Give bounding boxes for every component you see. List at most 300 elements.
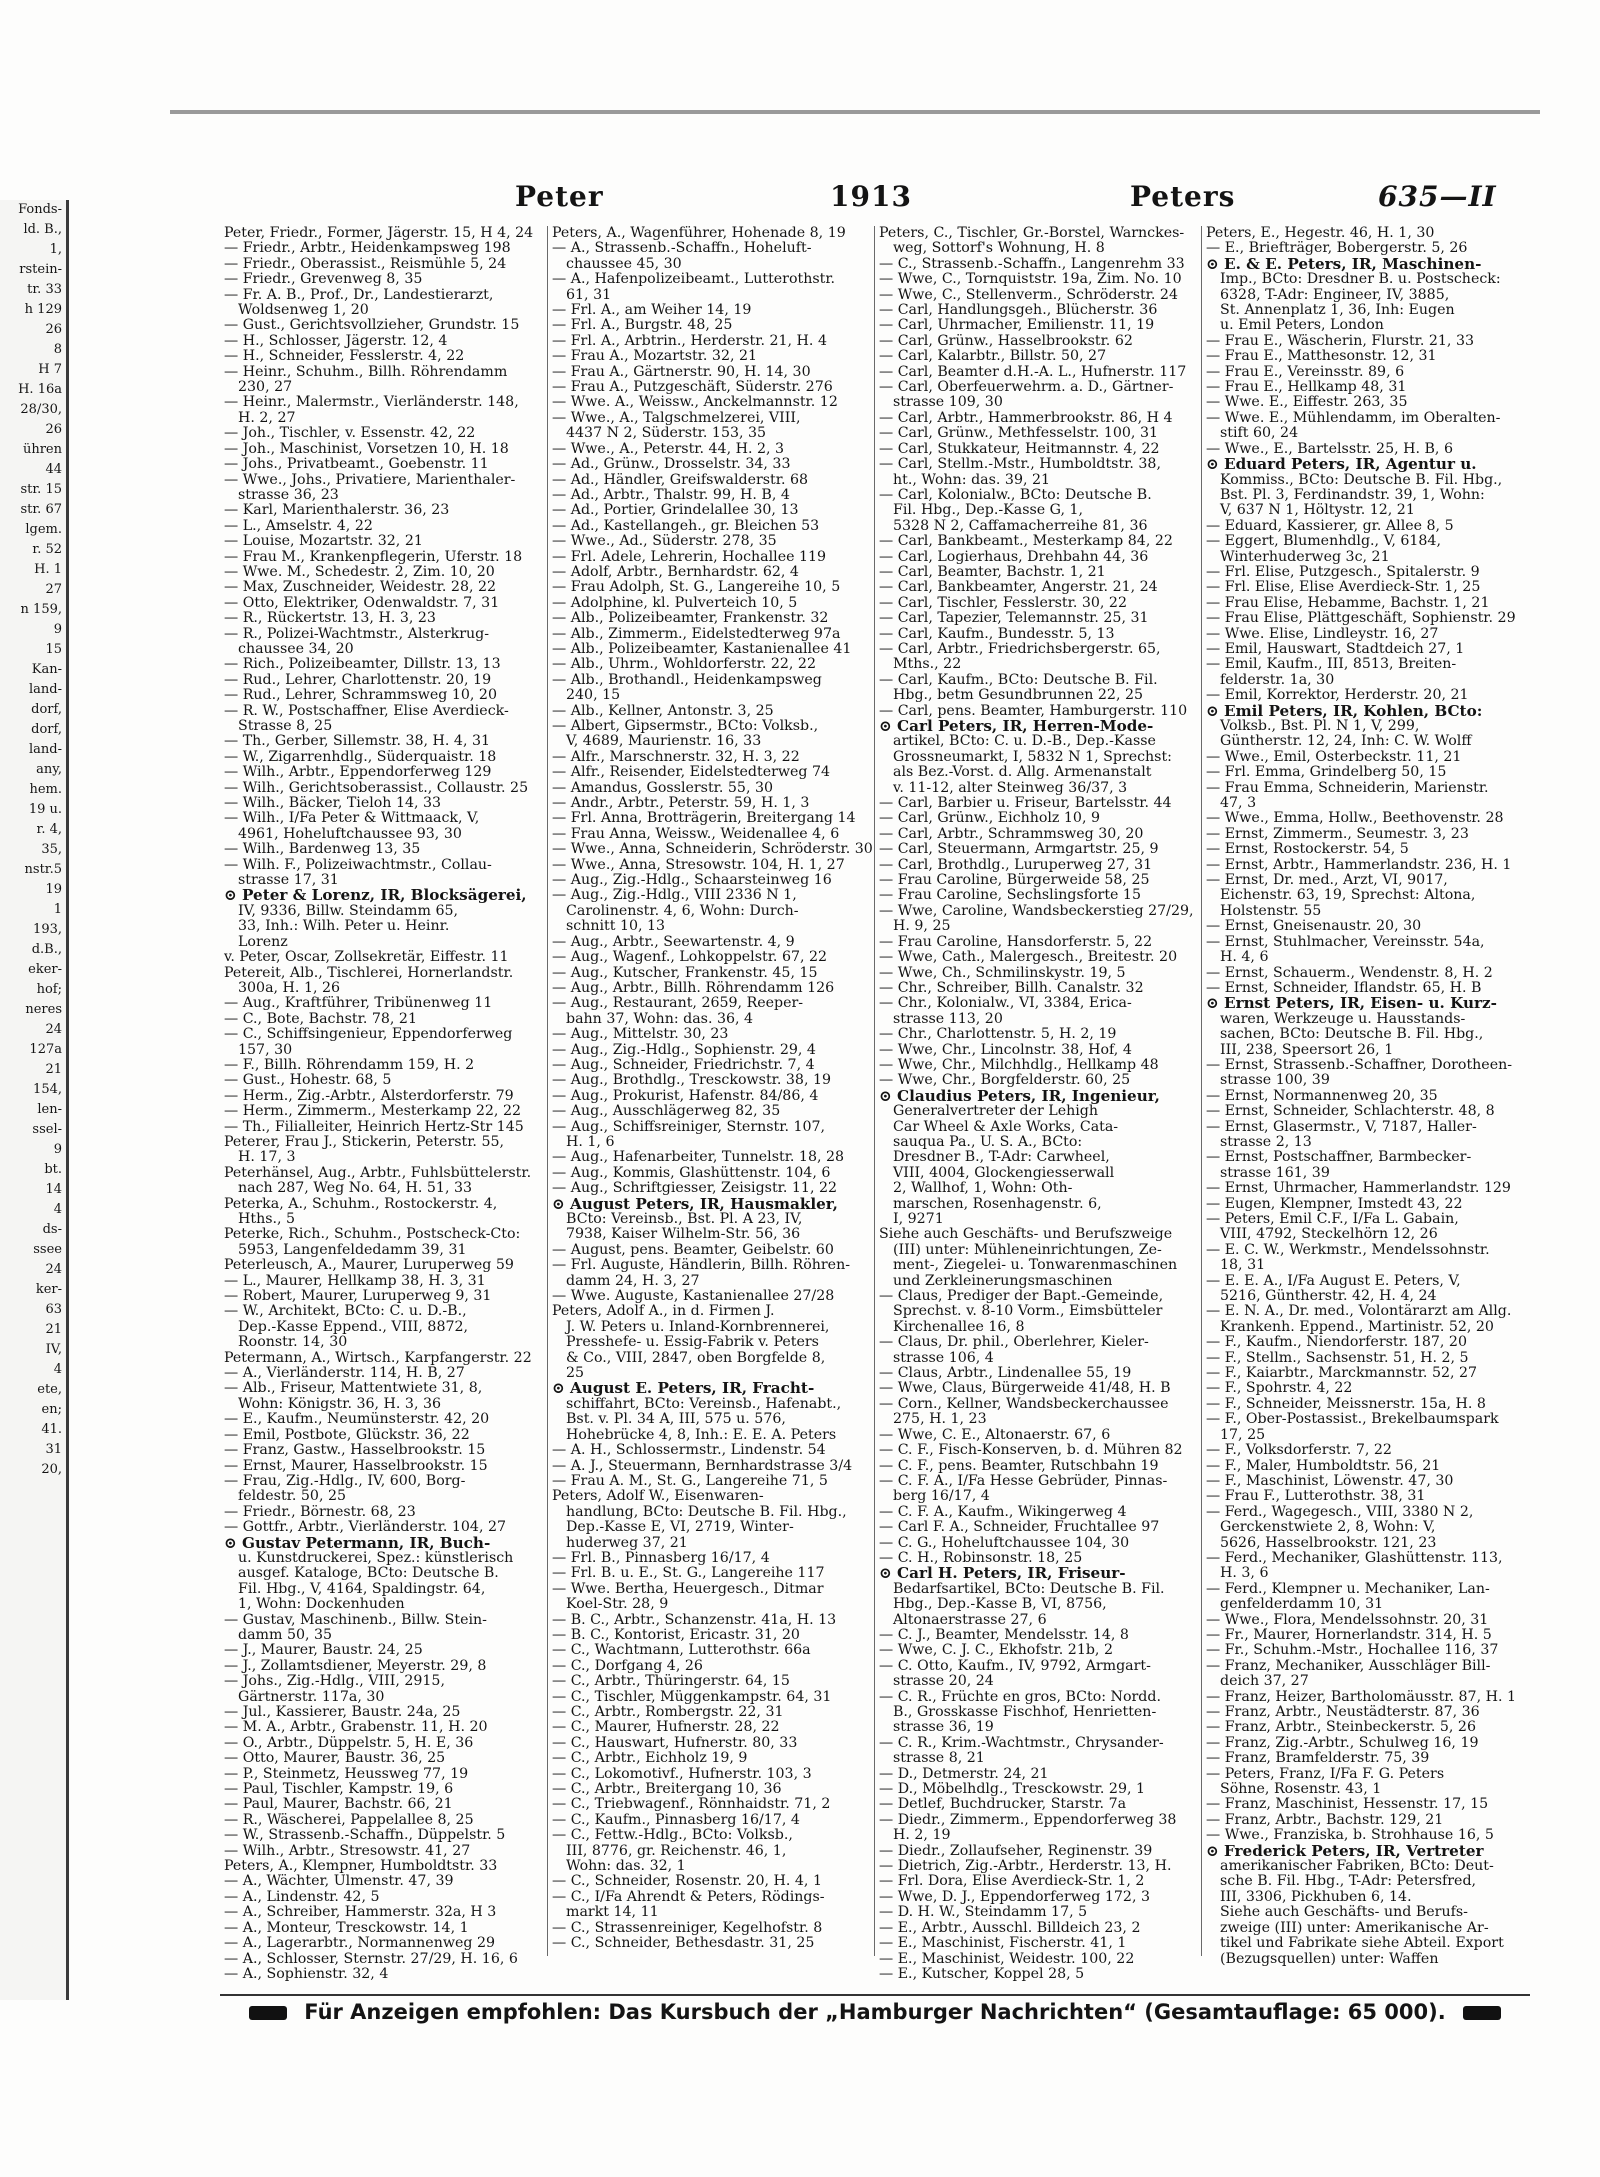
directory-entry: — F., Billh. Röhrendamm 159, H. 2 (224, 1056, 475, 1073)
directory-entry: — Ad., Händler, Greifswalderstr. 68 (552, 471, 809, 488)
adjacent-page-fragment: 127a (29, 1042, 62, 1057)
directory-entry: Eichenstr. 63, 19, Sprechst: Altona, (1220, 887, 1476, 904)
directory-entry: — Alb., Uhrm., Wohldorferstr. 22, 22 (552, 656, 816, 673)
directory-entry: — Ernst, Schneider, Schlachterstr. 48, 8 (1206, 1103, 1495, 1120)
adjacent-page-fragment: 26 (45, 422, 62, 437)
directory-entry: — Gust., Gerichtsvollzieher, Grundstr. 15 (224, 317, 520, 334)
directory-entry: — Otto, Maurer, Baustr. 36, 25 (224, 1750, 446, 1767)
directory-entry: — Gust., Hohestr. 68, 5 (224, 1072, 392, 1089)
directory-entry: Woldsenweg 1, 20 (238, 302, 369, 319)
adjacent-page-fragment: lgem. (25, 522, 62, 537)
directory-entry: — Ferd., Mechaniker, Glashüttenstr. 113, (1206, 1549, 1503, 1566)
directory-entry: Hohebrücke 4, 8, Inh.: E. E. A. Peters (566, 1426, 837, 1443)
directory-entry: — Ernst, Uhrmacher, Hammerlandstr. 129 (1206, 1180, 1511, 1197)
directory-entry: — Aug., Ausschlägerweg 82, 35 (552, 1103, 781, 1120)
directory-entry: — A. J., Steuermann, Bernhardstrasse 3/4 (552, 1457, 853, 1474)
directory-entry: — Fr., Maurer, Hornerlandstr. 314, H. 5 (1206, 1626, 1492, 1643)
adjacent-page-fragment: 1 (53, 902, 62, 917)
directory-entry: — F., Ober-Postassist., Brekelbaumspark (1206, 1411, 1499, 1428)
directory-entry: chaussee 45, 30 (566, 255, 682, 272)
directory-entry: — Carl, Tapezier, Telemannstr. 25, 31 (879, 610, 1149, 627)
directory-entry: — Frau M., Krankenpflegerin, Uferstr. 18 (224, 548, 523, 565)
directory-entry: H. 4, 6 (1220, 949, 1269, 966)
directory-entry: — Carl, Grünw., Hasselbrookstr. 62 (879, 332, 1133, 349)
adjacent-page-fragment: 27 (45, 582, 62, 597)
firm-entry: ⊙ Eduard Peters, IR, Agentur u. (1202, 457, 1510, 472)
directory-entry: — Frl. Dora, Elise Averdieck-Str. 1, 2 (879, 1873, 1145, 1890)
adjacent-page-fragment: 41. (41, 1422, 62, 1437)
adjacent-page-fragment: ssel- (32, 1122, 62, 1137)
directory-entry: — D. H. W., Steindamm 17, 5 (879, 1904, 1088, 1921)
directory-entry: — Frau A., Putzgeschäft, Süderstr. 276 (552, 379, 833, 396)
directory-entry: — Frau E., Hellkamp 48, 31 (1206, 379, 1407, 396)
directory-entry: — Alfr., Marschnerstr. 32, H. 3, 22 (552, 748, 800, 765)
directory-entry: Söhne, Rosenstr. 43, 1 (1220, 1781, 1382, 1798)
directory-entry: — Aug., Prokurist, Hafenstr. 84/86, 4 (552, 1087, 819, 1104)
directory-entry: — Frl. Auguste, Händlerin, Billh. Röhren- (552, 1257, 851, 1274)
directory-entry: 47, 3 (1220, 795, 1257, 812)
directory-entry: 300a, H. 1, 26 (238, 979, 341, 996)
adjacent-page-fragment: 9 (53, 1142, 62, 1157)
adjacent-page-fragment: 4 (53, 1202, 62, 1217)
directory-entry: — Carl, Stellm.-Mstr., Humboldtstr. 38, (879, 456, 1161, 473)
directory-entry: — Wilh., Gerichtsoberassist., Collaustr. 25 (224, 779, 529, 796)
directory-entry: — Frau Caroline, Hansdorferstr. 5, 22 (879, 933, 1153, 950)
directory-entry: — Wwe. Elise, Lindleystr. 16, 27 (1206, 625, 1439, 642)
directory-entry: Fil. Hbg., Dep.-Kasse G, 1, (893, 502, 1084, 519)
directory-entry: — Emil, Kaufm., III, 8513, Breiten- (1206, 656, 1457, 673)
directory-entry: — C., Schiffsingenieur, Eppendorferweg (224, 1026, 513, 1043)
directory-entry: — Wwe., Johs., Privatiere, Marienthaler- (224, 471, 516, 488)
directory-entry: — B. C., Kontorist, Ericastr. 31, 20 (552, 1626, 800, 1643)
directory-entry: — Aug., Hafenarbeiter, Tunnelstr. 18, 28 (552, 1149, 845, 1166)
directory-entry: — Ernst, Schneider, Iflandstr. 65, H. B (1206, 979, 1482, 996)
adjacent-page-fragment: 31 (45, 1442, 62, 1457)
directory-entry: — Eugen, Klempner, Imstedt 43, 22 (1206, 1195, 1463, 1212)
firm-entry: ⊙ August E. Peters, IR, Fracht- (548, 1381, 856, 1396)
running-head-name: Peter (515, 180, 604, 213)
adjacent-page-fragment: ker- (35, 1282, 62, 1297)
directory-entry: — Ernst, Gneisenaustr. 20, 30 (1206, 918, 1422, 935)
directory-entry: Peters, Adolf A., in d. Firmen J. (552, 1303, 775, 1320)
directory-entry: — Carl, Uhrmacher, Emilienstr. 11, 19 (879, 317, 1155, 334)
adjacent-page-fragment: Kan- (31, 662, 62, 677)
directory-entry: — Carl, Grünw., Methfesselstr. 100, 31 (879, 425, 1159, 442)
directory-entry: — Otto, Elektriker, Odenwaldstr. 7, 31 (224, 594, 500, 611)
directory-entry: — Eggert, Blumenhdlg., V, 6184, (1206, 533, 1441, 550)
directory-entry: — Claus, Dr. phil., Oberlehrer, Kieler- (879, 1334, 1149, 1351)
directory-entry: — C. F., pens. Beamter, Rutschbahn 19 (879, 1457, 1159, 1474)
directory-entry: — A. H., Schlossermstr., Lindenstr. 54 (552, 1442, 826, 1459)
directory-entry: — Dietrich, Zig.-Arbtr., Herderstr. 13, H. (879, 1858, 1172, 1875)
directory-entry: 4961, Hoheluftchaussee 93, 30 (238, 825, 462, 842)
adjacent-page-fragment: 8 (53, 342, 62, 357)
directory-entry: — Frau F., Lutterothstr. 38, 31 (1206, 1488, 1426, 1505)
adjacent-page-fragment: str. 67 (20, 502, 62, 517)
running-head-peters: Peters (1130, 180, 1236, 213)
directory-entry: strasse 36, 19 (893, 1719, 994, 1736)
directory-entry: — Gottfr., Arbtr., Vierländerstr. 104, 27 (224, 1519, 507, 1536)
directory-entry: — Alb., Polizeibeamter, Frankenstr. 32 (552, 610, 829, 627)
directory-entry: — Carl, pens. Beamter, Hamburgerstr. 110 (879, 702, 1188, 719)
directory-entry: Peters, A., Wagenführer, Hohenade 8, 19 (552, 225, 846, 241)
directory-entry: v. Peter, Oscar, Zollsekretär, Eiffestr. 11 (224, 949, 509, 966)
directory-entry: 5216, Güntherstr. 42, H. 4, 24 (1220, 1288, 1437, 1305)
directory-entry: — Aug., Brothdlg., Tresckowstr. 38, 19 (552, 1072, 832, 1089)
directory-entry: — Wilh., I/Fa Peter & Wittmaack, V, (224, 810, 480, 827)
directory-entry: — Ernst, Stuhlmacher, Vereinsstr. 54a, (1206, 933, 1485, 950)
directory-entry: feldestr. 50, 25 (238, 1488, 347, 1505)
directory-entry: — Peters, Emil C.F., I/Fa L. Gabain, (1206, 1211, 1459, 1227)
directory-entry: — Carl, Oberfeuerwehrm. a. D., Gärtner- (879, 379, 1174, 396)
adjacent-page-fragment: Fonds- (18, 202, 62, 217)
directory-entry: Winterhuderweg 3c, 21 (1220, 548, 1390, 565)
directory-entry: — C., Bote, Bachstr. 78, 21 (224, 1010, 417, 1027)
directory-entry: — Franz, Maschinist, Hessenstr. 17, 15 (1206, 1796, 1489, 1813)
directory-entry: — Ernst, Maurer, Hasselbrookstr. 15 (224, 1457, 488, 1474)
directory-entry: ment-, Ziegelei- u. Tonwarenmaschinen (893, 1257, 1178, 1274)
directory-entry: Holstenstr. 55 (1220, 902, 1322, 919)
directory-entry: H. 2, 27 (238, 409, 296, 426)
directory-entry: — Frl. Elise, Putzgesch., Spitalerstr. 9 (1206, 563, 1480, 580)
directory-entry: Carolinenstr. 4, 6, Wohn: Durch- (566, 902, 799, 919)
adjacent-page-fragment: 154, (33, 1082, 62, 1097)
directory-entry: — Frau E., Vereinsstr. 89, 6 (1206, 363, 1405, 380)
directory-entry: — Aug., Kommis, Glashüttenstr. 104, 6 (552, 1164, 831, 1181)
directory-entry: — Paul, Tischler, Kampstr. 19, 6 (224, 1781, 454, 1798)
directory-entry: — C., Maurer, Hufnerstr. 28, 22 (552, 1719, 780, 1736)
directory-entry: 157, 30 (238, 1041, 293, 1058)
directory-entry: — Wwe., A., Peterstr. 44, H. 2, 3 (552, 440, 785, 457)
directory-entry: — Wwe., A., Talgschmelzerei, VIII, (552, 409, 801, 426)
directory-entry: 230, 27 (238, 379, 293, 396)
directory-entry: — Joh., Maschinist, Vorsetzen 10, H. 18 (224, 440, 509, 457)
directory-entry: — Th., Filialleiter, Heinrich Hertz-Str 145 (224, 1118, 524, 1135)
directory-entry: — Frau A. M., St. G., Langereihe 71, 5 (552, 1472, 828, 1489)
directory-entry: — E., Kutscher, Koppel 28, 5 (879, 1965, 1085, 1982)
directory-entry: (Bezugsquellen) unter: Waffen (1220, 1950, 1439, 1967)
directory-entry: — E., Maschinist, Fischerstr. 41, 1 (879, 1935, 1127, 1952)
directory-column-2 (547, 225, 873, 1956)
directory-entry: Hbg., Dep.-Kasse B, VI, 8756, (893, 1596, 1107, 1613)
directory-entry: — C., Arbtr., Breitergang 10, 36 (552, 1781, 782, 1798)
directory-entry: — Herm., Zimmerm., Mesterkamp 22, 22 (224, 1103, 522, 1120)
adjacent-page-fragment: str. 15 (20, 482, 62, 497)
directory-entry: — C. J., Beamter, Mendelsstr. 14, 8 (879, 1626, 1129, 1643)
directory-entry: 1, Wohn: Dockenhuden (238, 1596, 405, 1613)
directory-entry: — Frau Elise, Hebamme, Bachstr. 1, 21 (1206, 594, 1490, 611)
directory-entry: 7938, Kaiser Wilhelm-Str. 56, 36 (566, 1226, 801, 1243)
directory-entry: handlung, BCto: Deutsche B. Fil. Hbg., (566, 1503, 847, 1520)
directory-entry: — Aug., Schneider, Friedrichstr. 7, 4 (552, 1056, 815, 1073)
firm-entry: ⊙ Carl Peters, IR, Herren-Mode- (875, 719, 1183, 734)
directory-entry: Koel-Str. 28, 9 (566, 1596, 669, 1613)
directory-entry: H. 17, 3 (238, 1149, 296, 1166)
adjacent-page-fragment: hof; (36, 982, 62, 997)
adjacent-page-fragment: 44 (45, 462, 62, 477)
directory-entry: — Wwe, C. E., Altonaerstr. 67, 6 (879, 1426, 1111, 1443)
directory-entry: huderweg 37, 21 (566, 1534, 688, 1551)
directory-entry: — A., Hafenpolizeibeamt., Lutterothstr. (552, 271, 836, 288)
directory-entry: — L., Amselstr. 4, 22 (224, 517, 373, 534)
directory-entry: Dep.-Kasse E, VI, 2719, Winter- (566, 1519, 794, 1536)
directory-entry: — A., Schreiber, Hammerstr. 32a, H 3 (224, 1904, 497, 1921)
directory-entry: — Franz, Heizer, Bartholomäusstr. 87, H. 1 (1206, 1688, 1517, 1705)
directory-entry: — C., Schneider, Rosenstr. 20, H. 4, 1 (552, 1873, 822, 1890)
directory-entry: — Carl, Beamter, Bachstr. 1, 21 (879, 563, 1106, 580)
directory-entry: — C. F. A., Kaufm., Wikingerweg 4 (879, 1503, 1127, 1520)
directory-entry: Petereit, Alb., Tischlerei, Hornerlandstr. (224, 964, 514, 981)
directory-entry: — Herm., Zig.-Arbtr., Alsterdorferstr. 79 (224, 1087, 514, 1104)
adjacent-page-fragment: dorf, (31, 722, 62, 737)
directory-entry: — Andr., Arbtr., Peterstr. 59, H. 1, 3 (552, 795, 810, 812)
directory-entry: artikel, BCto: C. u. D.-B., Dep.-Kasse (893, 733, 1156, 750)
running-head (170, 180, 1540, 220)
directory-entry: — Johs., Zig.-Hdlg., VIII, 2915, (224, 1673, 445, 1690)
directory-entry: Peterke, Rich., Schuhm., Postscheck-Cto: (224, 1226, 521, 1243)
directory-entry: — C., Wachtmann, Lutterothstr. 66a (552, 1642, 811, 1659)
directory-entry: — Wwe, Claus, Bürgerweide 41/48, H. B (879, 1380, 1171, 1397)
directory-entry: Peters, A., Klempner, Humboldtstr. 33 (224, 1858, 498, 1875)
directory-entry: Peterer, Frau J., Stickerin, Peterstr. 55, (224, 1133, 505, 1150)
adjacent-page-fragment: n 159, (20, 602, 62, 617)
directory-entry: — H., Schneider, Fesslerstr. 4, 22 (224, 348, 465, 365)
directory-entry: H. 2, 19 (893, 1827, 951, 1844)
directory-entry: — Alb., Polizeibeamter, Kastanienallee 41 (552, 640, 852, 657)
directory-entry: — Wwe, Chr., Lincolnstr. 38, Hof, 4 (879, 1041, 1132, 1058)
directory-entry: III, 238, Speersort 26, 1 (1220, 1041, 1394, 1058)
directory-entry: — Frl. Emma, Grindelberg 50, 15 (1206, 764, 1447, 781)
directory-entry: — Carl, Barbier u. Friseur, Bartelsstr. 44 (879, 795, 1172, 812)
adjacent-page-fragment: 9 (53, 622, 62, 637)
firm-entry: ⊙ August Peters, IR, Hausmakler, (548, 1197, 856, 1212)
adjacent-page-fragment: rstein- (19, 262, 62, 277)
directory-entry: — F., Schneider, Meissnerstr. 15a, H. 8 (1206, 1395, 1486, 1412)
directory-entry: — Wwe, C. J. C., Ekhofstr. 21b, 2 (879, 1642, 1113, 1659)
pointing-hand-icon (1463, 2006, 1501, 2020)
directory-entry: — Max, Zuschneider, Weidestr. 28, 22 (224, 579, 497, 596)
directory-entry: Siehe auch Geschäfts- und Berufs- (1220, 1904, 1468, 1921)
directory-entry: 5626, Hasselbrookstr. 121, 23 (1220, 1534, 1437, 1551)
directory-entry: — Johs., Privatbeamt., Goebenstr. 11 (224, 456, 489, 473)
adjacent-page-fragment: 15 (45, 642, 62, 657)
firm-entry: ⊙ Peter & Lorenz, IR, Blocksägerei, (220, 888, 528, 903)
adjacent-page-fragment: 21 (45, 1062, 62, 1077)
directory-entry: — Franz, Arbtr., Bachstr. 129, 21 (1206, 1811, 1444, 1828)
firm-entry: ⊙ E. & E. Peters, IR, Maschinen- (1202, 257, 1510, 272)
directory-entry: — Carl, Logierhaus, Drehbahn 44, 36 (879, 548, 1149, 565)
directory-entry: — Ernst, Glasermstr., V, 7187, Haller- (1206, 1118, 1477, 1135)
directory-entry: — Chr., Charlottenstr. 5, H. 2, 19 (879, 1026, 1117, 1043)
directory-entry: — Franz, Bramfelderstr. 75, 39 (1206, 1750, 1430, 1767)
directory-entry: — Eduard, Kassierer, gr. Allee 8, 5 (1206, 517, 1454, 534)
directory-entry: — C., Dorfgang 4, 26 (552, 1657, 703, 1674)
directory-entry: v. 11-12, alter Steinweg 36/37, 3 (893, 779, 1128, 796)
directory-entry: — W., Strassenb.-Schaffn., Düppelstr. 5 (224, 1827, 506, 1844)
directory-entry: Peterleusch, A., Maurer, Luruperweg 59 (224, 1257, 514, 1274)
directory-entry: — Ernst, Schauerm., Wendenstr. 8, H. 2 (1206, 964, 1493, 981)
directory-entry: — H., Schlosser, Jägerstr. 12, 4 (224, 332, 448, 349)
directory-entry: Peters, E., Hegestr. 46, H. 1, 30 (1206, 225, 1435, 241)
directory-entry: — A., Strassenb.-Schaffn., Hoheluft- (552, 240, 812, 257)
adjacent-page-fragment: 20, (41, 1462, 62, 1477)
directory-entry: marschen, Rosenhagenstr. 6, (893, 1195, 1102, 1212)
directory-entry: — Wwe, Chr., Milchhdlg., Hellkamp 48 (879, 1056, 1159, 1073)
directory-entry: — O., Arbtr., Düppelstr. 5, H. E, 36 (224, 1734, 474, 1751)
directory-entry: H. 9, 25 (893, 918, 951, 935)
directory-entry: — Claus, Arbtr., Lindenallee 55, 19 (879, 1365, 1132, 1382)
directory-entry: — Frau Caroline, Bürgerweide 58, 25 (879, 872, 1150, 889)
directory-entry: Sprechst. v. 8-10 Vorm., Eimsbütteler (893, 1303, 1163, 1320)
directory-entry: schiffahrt, BCto: Vereinsb., Hafenabt., (566, 1395, 842, 1412)
directory-entry: — C., Lokomotivf., Hufnerstr. 103, 3 (552, 1765, 812, 1782)
directory-entry: — Frl. A., Burgstr. 48, 25 (552, 317, 733, 334)
directory-entry: Siehe auch Geschäfts- und Berufszweige (879, 1226, 1173, 1243)
directory-entry: — C., Arbtr., Thüringerstr. 64, 15 (552, 1673, 790, 1690)
directory-entry: Peterka, A., Schuhm., Rostockerstr. 4, (224, 1195, 498, 1212)
directory-entry: — C., I/Fa Ahrendt & Peters, Rödings- (552, 1888, 825, 1905)
directory-entry: — Wilh., Arbtr., Eppendorferweg 129 (224, 764, 492, 781)
directory-entry: strasse 109, 30 (893, 394, 1003, 411)
directory-entry: Volksb., Bst. Pl. N 1, V, 299, (1220, 718, 1420, 734)
directory-entry: — Alb., Friseur, Mattentwiete 31, 8, (224, 1380, 483, 1397)
directory-entry: — Frau E., Wäscherin, Flurstr. 21, 33 (1206, 332, 1475, 349)
adjacent-page-fragment: 19 u. (28, 802, 62, 817)
adjacent-page-fragment: 26 (45, 322, 62, 337)
directory-entry: u. Emil Peters, London (1220, 317, 1384, 334)
directory-entry: Gerckenstwiete 2, 8, Wohn: V, (1220, 1519, 1436, 1536)
directory-entry: — J., Zollamtsdiener, Meyerstr. 29, 8 (224, 1657, 487, 1674)
directory-entry: VIII, 4004, Glockengiesserwall (893, 1164, 1115, 1181)
directory-entry: Mths., 22 (893, 656, 962, 673)
directory-entry: nach 287, Weg No. 64, H. 51, 33 (238, 1180, 473, 1197)
footer-ad-text: Für Anzeigen empfohlen: Das Kursbuch der „Hamburger Nachrichten“ (Gesamtauflage: 65 000). (304, 2000, 1446, 2024)
directory-entry: — C. R., Früchte en gros, BCto: Nordd. (879, 1688, 1161, 1705)
directory-entry: — Wwe. Auguste, Kastanienallee 27/28 (552, 1288, 835, 1305)
directory-entry: — Aug., Schriftgiesser, Zeisigstr. 11, 22 (552, 1180, 838, 1197)
directory-entry: ht., Wohn: das. 39, 21 (893, 471, 1051, 488)
directory-entry: BCto: Vereinsb., Bst. Pl. A 23, IV, (566, 1211, 803, 1227)
directory-entry: — Ad., Portier, Grindelallee 30, 13 (552, 502, 799, 519)
directory-entry: — D., Detmerstr. 24, 21 (879, 1765, 1049, 1782)
directory-entry: — Adolf, Arbtr., Bernhardstr. 62, 4 (552, 563, 799, 580)
directory-entry: Hths., 5 (238, 1211, 296, 1227)
directory-entry: — Wilh., Bardenweg 13, 35 (224, 841, 421, 858)
directory-entry: & Co., VIII, 2847, oben Borgfelde 8, (566, 1349, 826, 1366)
adjacent-page-fragment: H. 16a (18, 382, 62, 397)
adjacent-page-fragment: ete, (37, 1382, 62, 1397)
directory-entry: Car Wheel & Axle Works, Cata- (893, 1118, 1119, 1135)
adjacent-page-fragment: ühren (22, 442, 62, 457)
directory-entry: — C., Kaufm., Pinnasberg 16/17, 4 (552, 1811, 800, 1828)
directory-entry: — Friedr., Oberassist., Reismühle 5, 24 (224, 255, 507, 272)
directory-entry: — Wilh., Arbtr., Stresowstr. 41, 27 (224, 1842, 471, 1859)
directory-entry: — Fr. A. B., Prof., Dr., Landestierarzt, (224, 286, 494, 303)
directory-entry: — A., Schlosser, Sternstr. 27/29, H. 16, 6 (224, 1950, 518, 1967)
directory-entry: — Frau Anna, Weissw., Weidenallee 4, 6 (552, 825, 840, 842)
directory-entry: — E., Arbtr., Ausschl. Billdeich 23, 2 (879, 1919, 1141, 1936)
firm-entry: ⊙ Claudius Peters, IR, Ingenieur, (875, 1089, 1183, 1104)
directory-entry: — Albert, Gipsermstr., BCto: Volksb., (552, 718, 819, 734)
directory-entry: strasse 20, 24 (893, 1673, 994, 1690)
directory-entry: — Ernst, Arbtr., Hammerlandstr. 236, H. 1 (1206, 856, 1512, 873)
directory-entry: — P., Steinmetz, Heussweg 77, 19 (224, 1765, 469, 1782)
directory-entry: Peters, C., Tischler, Gr.-Borstel, Warnckes- (879, 225, 1185, 241)
directory-entry: H. 3, 6 (1220, 1565, 1269, 1582)
directory-entry: Peterhänsel, Aug., Arbtr., Fuhlsbüttelerstr. (224, 1164, 532, 1181)
directory-entry: — Frau, Zig.-Hdlg., IV, 600, Borg- (224, 1472, 466, 1489)
adjacent-page-fragment: land- (29, 742, 62, 757)
directory-entry: — F., Maschinist, Löwenstr. 47, 30 (1206, 1472, 1454, 1489)
directory-entry: und Zerkleinerungsmaschinen (893, 1272, 1113, 1289)
directory-entry: Peter, Friedr., Former, Jägerstr. 15, H 4, 24 (224, 225, 534, 241)
directory-entry: — W., Zigarrenhdlg., Süderquaistr. 18 (224, 748, 497, 765)
adjacent-page-fragment: ssee (33, 1242, 62, 1257)
adjacent-page-fragment: 21 (45, 1322, 62, 1337)
firm-entry: ⊙ Frederick Peters, IR, Vertreter (1202, 1844, 1510, 1859)
firm-entry: ⊙ Emil Peters, IR, Kohlen, BCto: (1202, 704, 1510, 719)
directory-entry: — Chr., Kolonialw., VI, 3384, Erica- (879, 995, 1132, 1012)
directory-entry: — C., Schneider, Bethesdastr. 31, 25 (552, 1935, 815, 1952)
directory-entry: — Gustav, Maschinenb., Billw. Stein- (224, 1611, 487, 1628)
directory-entry: — W., Architekt, BCto: C. u. D.-B., (224, 1303, 467, 1320)
directory-entry: — Joh., Tischler, v. Essenstr. 42, 22 (224, 425, 476, 442)
directory-entry: — Carl, Kolonialw., BCto: Deutsche B. (879, 486, 1152, 503)
directory-entry: — Aug., Arbtr., Seewartenstr. 4, 9 (552, 933, 795, 950)
directory-entry: — Franz, Mechaniker, Ausschläger Bill- (1206, 1657, 1491, 1674)
directory-entry: — Carl, Kaufm., Bundesstr. 5, 13 (879, 625, 1115, 642)
directory-entry: — A., Sophienstr. 32, 4 (224, 1965, 389, 1982)
directory-entry: berg 16/17, 4 (893, 1488, 990, 1505)
directory-entry: Krankenh. Eppend., Martinistr. 52, 20 (1220, 1318, 1494, 1335)
directory-columns (220, 225, 1530, 1982)
directory-entry: — E. N. A., Dr. med., Volontärarzt am Allg. (1206, 1303, 1512, 1320)
directory-entry: — Franz, Arbtr., Steinbeckerstr. 5, 26 (1206, 1719, 1476, 1736)
directory-entry: weg, Sottorf's Wohnung, H. 8 (893, 240, 1105, 257)
directory-entry: — R. W., Postschaffner, Elise Averdieck- (224, 702, 509, 719)
directory-entry: — C. F., Fisch-Konserven, b. d. Mühren 82 (879, 1442, 1183, 1459)
directory-entry: — Carl F. A., Schneider, Fruchtallee 97 (879, 1519, 1160, 1536)
directory-entry: — Wwe, C., Tornquiststr. 19a, Zim. No. 10 (879, 271, 1182, 288)
directory-entry: — Wwe., Emil, Osterbeckstr. 11, 21 (1206, 748, 1462, 765)
directory-entry: — Chr., Schreiber, Billh. Canalstr. 32 (879, 979, 1144, 996)
directory-entry: — Carl, Tischler, Fesslerstr. 30, 22 (879, 594, 1127, 611)
directory-entry: 240, 15 (566, 687, 621, 704)
directory-entry: — F., Volksdorferstr. 7, 22 (1206, 1442, 1392, 1459)
directory-entry: — Wwe, D. J., Eppendorferweg 172, 3 (879, 1888, 1150, 1905)
directory-entry: — Wwe. M., Schedestr. 2, Zim. 10, 20 (224, 563, 495, 580)
directory-entry: — Frl. B. u. E., St. G., Langereihe 117 (552, 1565, 825, 1582)
directory-entry: — C. G., Hoheluftchaussee 104, 30 (879, 1534, 1130, 1551)
directory-entry: — F., Spohrstr. 4, 22 (1206, 1380, 1353, 1397)
directory-entry: ausgef. Kataloge, BCto: Deutsche B. (238, 1565, 499, 1582)
adjacent-page-fragment: IV, (45, 1342, 62, 1357)
pointing-hand-icon (249, 2006, 287, 2020)
directory-entry: — Wwe, Cath., Malergesch., Breitestr. 20 (879, 949, 1178, 966)
directory-entry: — Franz, Gastw., Hasselbrookstr. 15 (224, 1442, 486, 1459)
directory-entry: — C., Arbtr., Eichholz 19, 9 (552, 1750, 748, 1767)
directory-entry: — C., Fettw.-Hdlg., BCto: Volksb., (552, 1827, 793, 1844)
directory-entry: — R., Polizei-Wachtmstr., Alsterkrug- (224, 625, 490, 642)
directory-entry: — Carl, Stukkateur, Heitmannstr. 4, 22 (879, 440, 1160, 457)
directory-entry: sauqua Pa., U. S. A., BCto: (893, 1133, 1083, 1150)
directory-entry: — Carl, Arbtr., Friedrichsbergerstr. 65, (879, 640, 1161, 657)
directory-entry: 2, Wallhof, 1, Wohn: Oth- (893, 1180, 1073, 1197)
directory-entry: — Carl, Grünw., Eichholz 10, 9 (879, 810, 1101, 827)
directory-entry: tikel und Fabrikate siehe Abteil. Export (1220, 1935, 1504, 1952)
adjacent-page-fragment: 4 (53, 1362, 62, 1377)
directory-entry: — Wwe., E., Bartelsstr. 25, H. B, 6 (1206, 440, 1453, 457)
